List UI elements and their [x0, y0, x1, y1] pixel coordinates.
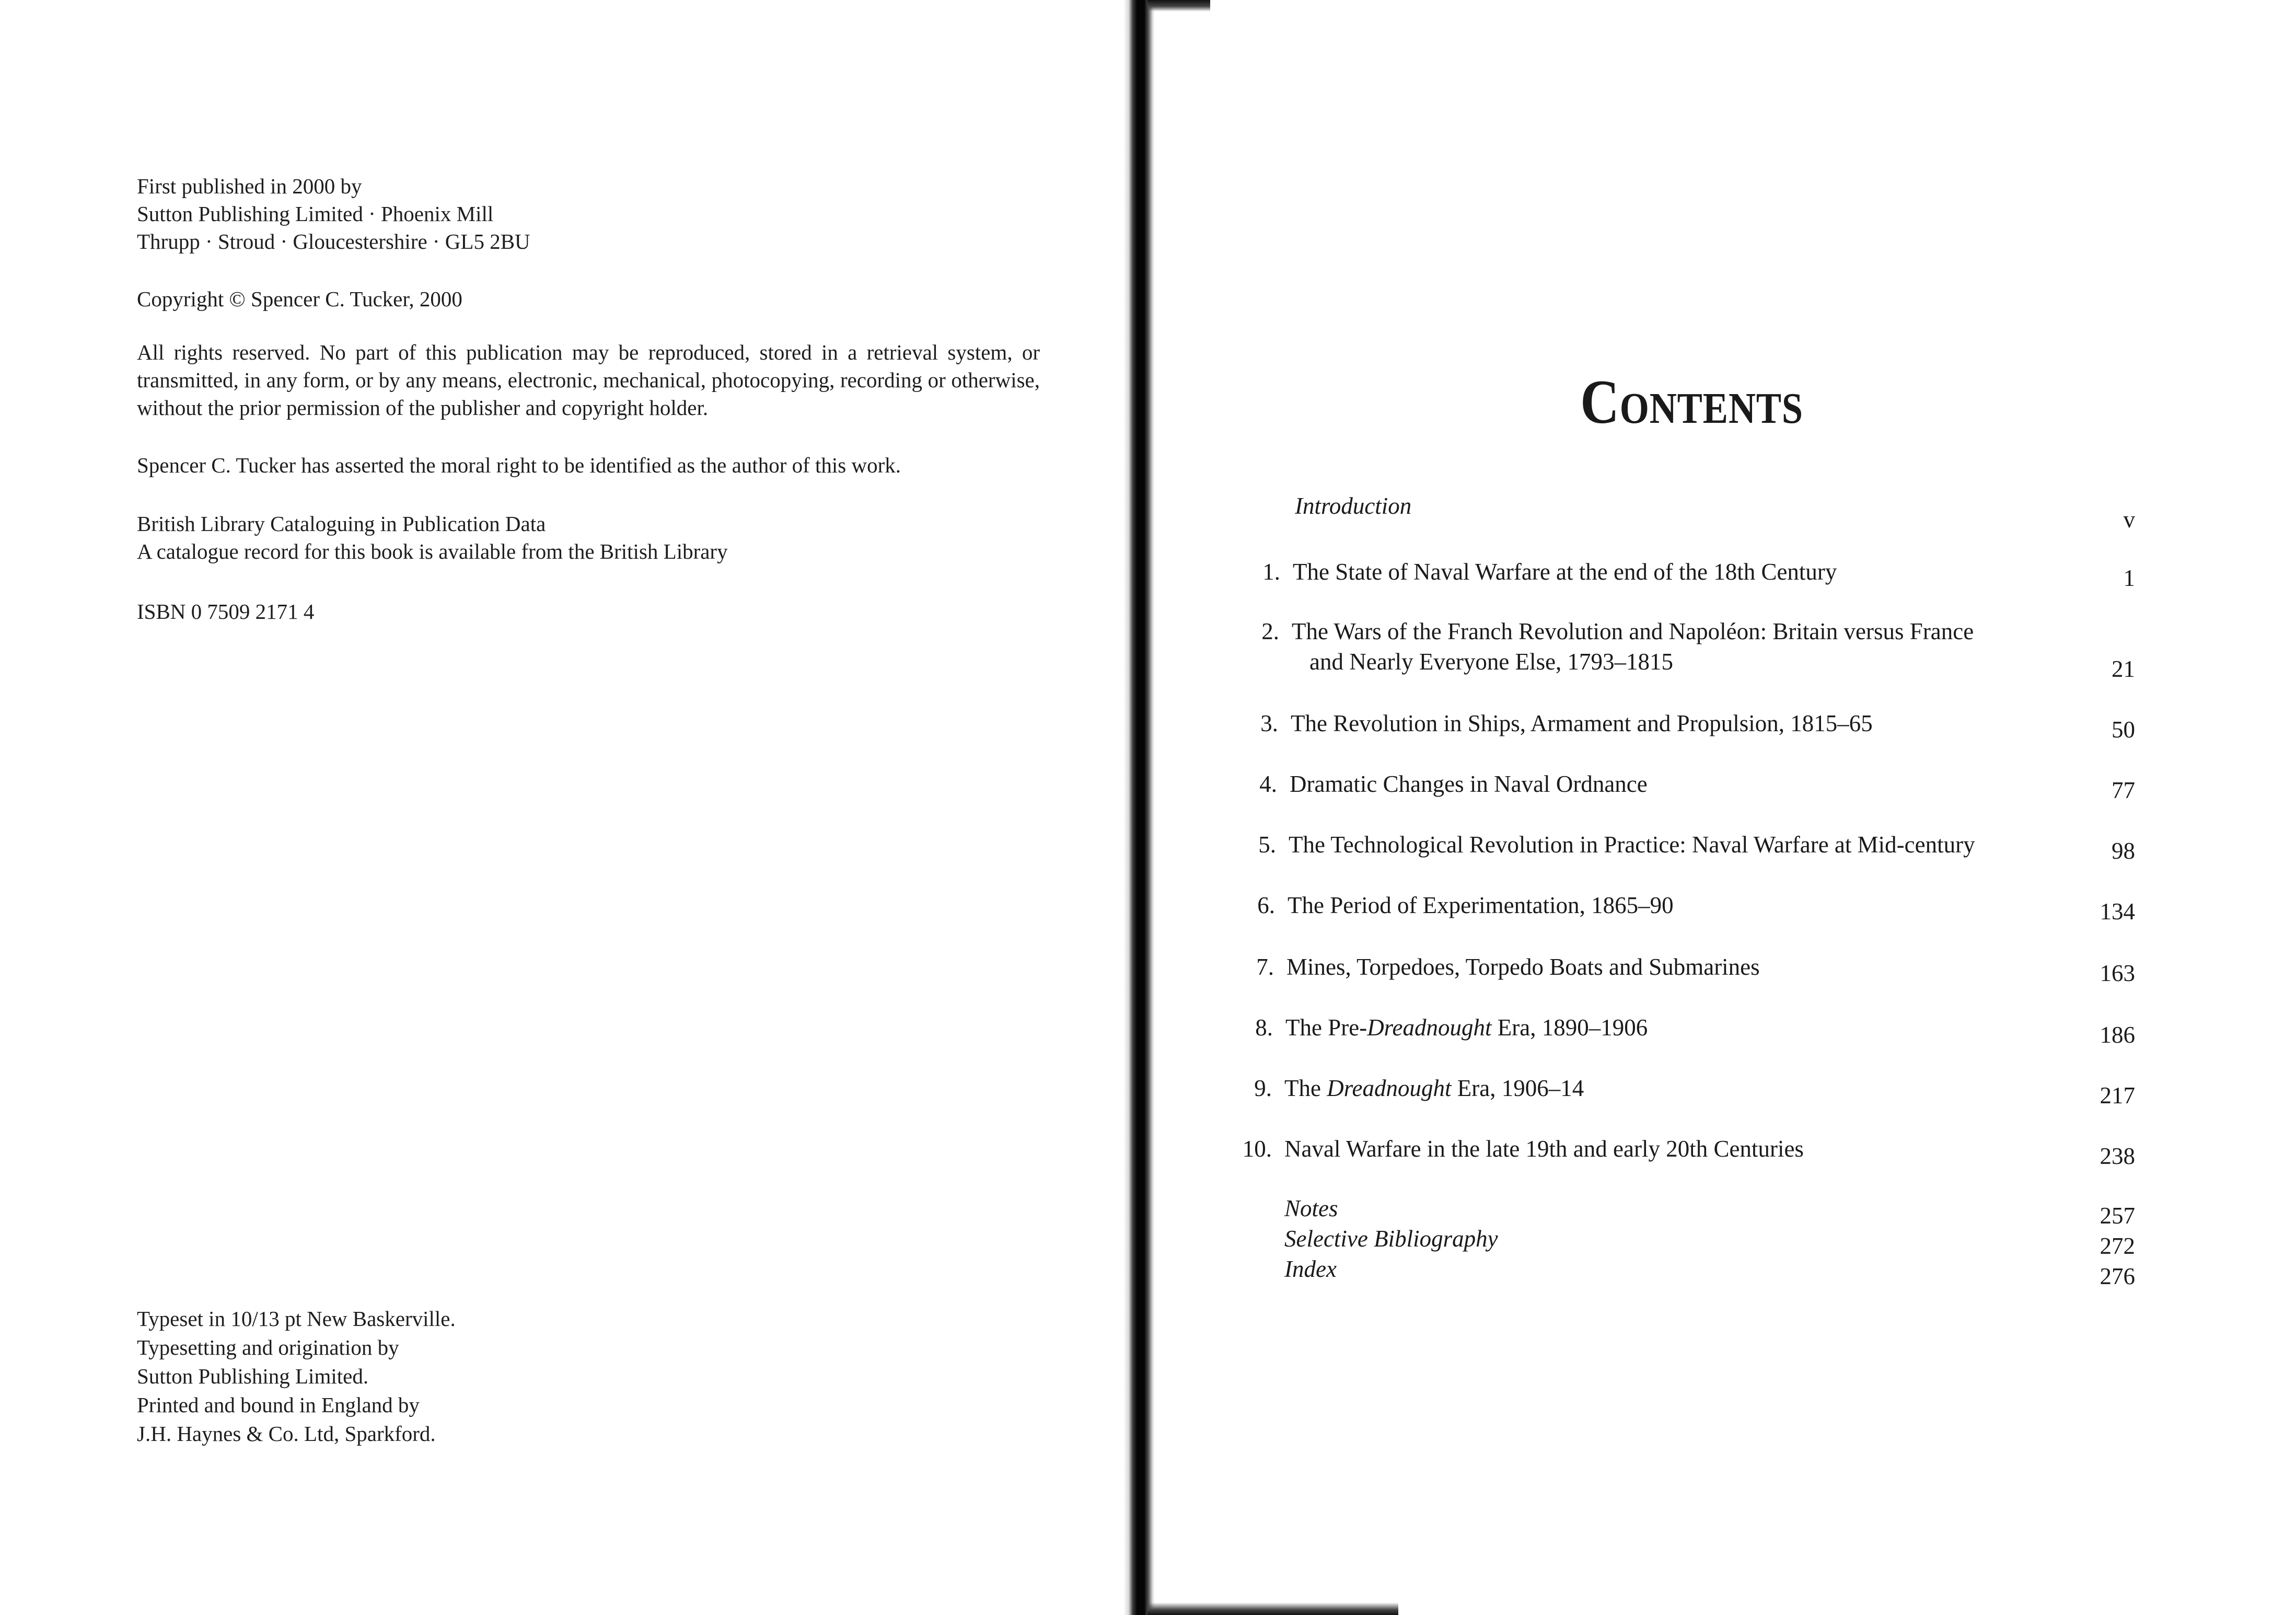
- toc-entry-chapter-2: [1261, 617, 1974, 646]
- toc-page-number: 163: [2100, 960, 2135, 986]
- toc-entry-chapter-7: [1256, 952, 1760, 982]
- toc-entry-label: Introduction: [1295, 493, 1412, 519]
- toc-entry-introduction: [1295, 491, 1411, 521]
- toc-chapter-title-prefix: The Pre-: [1285, 1014, 1367, 1041]
- cip-block: [137, 510, 728, 566]
- cip-line: British Library Cataloguing in Publication Data: [137, 512, 546, 536]
- toc-page-number: 238: [2100, 1143, 2135, 1169]
- toc-page-number: 186: [2100, 1022, 2135, 1048]
- toc-chapter-number: 5.: [1258, 832, 1276, 858]
- toc-page-number: 217: [2100, 1082, 2135, 1109]
- colophon-line: Typesetting and origination by: [137, 1335, 399, 1359]
- toc-entry-label: Selective Bibliography: [1284, 1226, 1498, 1252]
- publisher-line: First published in 2000 by: [137, 174, 362, 198]
- rights-text: All rights reserved. No part of this publication may be reproduced, stored in a retrieval system, or transmitted, in any form, or by any means, electronic, mechanical, photocopying, recording or otherwise, without the prior permission of the publisher and copyright holder.: [137, 340, 1040, 420]
- toc-chapter-title: The Technological Revolution in Practice: Naval Warfare at Mid-century: [1289, 832, 1975, 858]
- colophon-block: [137, 1305, 456, 1448]
- colophon-line: J.H. Haynes & Co. Ltd, Sparkford.: [137, 1422, 436, 1446]
- copyright-notice: [137, 285, 462, 313]
- toc-page-number: 50: [2112, 717, 2135, 743]
- toc-entry-label: Notes: [1284, 1195, 1338, 1221]
- toc-chapter-number: 6.: [1257, 892, 1275, 918]
- toc-page-number: 134: [2100, 898, 2135, 925]
- toc-chapter-number: 3.: [1260, 710, 1278, 736]
- toc-chapter-title: The Wars of the Franch Revolution and Napoléon: Britain versus France: [1292, 618, 1974, 644]
- toc-chapter-title-prefix: The: [1284, 1075, 1327, 1101]
- toc-entry-label: Index: [1284, 1256, 1337, 1282]
- isbn-text: ISBN 0 7509 2171 4: [137, 599, 315, 624]
- toc-chapter-title-italic: Dreadnought: [1327, 1075, 1452, 1101]
- rights-notice: [137, 339, 1040, 422]
- toc-chapter-title: The Period of Experimentation, 1865–90: [1288, 892, 1674, 918]
- toc-chapter-number: 9.: [1254, 1075, 1272, 1101]
- toc-chapter-title-suffix: Era, 1906–14: [1451, 1075, 1584, 1101]
- toc-entry-notes: [1284, 1194, 1338, 1223]
- toc-entry-chapter-9: [1254, 1074, 1584, 1103]
- gutter-shadow-bottom: [1147, 1602, 1398, 1615]
- toc-entry-chapter-6: [1257, 891, 1674, 920]
- publisher-block: [137, 172, 530, 256]
- toc-entry-index: [1284, 1254, 1337, 1284]
- toc-page-number: 21: [2112, 656, 2135, 682]
- toc-page-number: 77: [2112, 777, 2135, 803]
- toc-chapter-title-italic: Dreadnought: [1367, 1014, 1492, 1041]
- toc-chapter-number: 1.: [1262, 559, 1280, 585]
- moral-right-notice: [137, 452, 901, 479]
- book-gutter: [1123, 0, 1155, 1615]
- toc-chapter-title: Naval Warfare in the late 19th and early 20th Centuries: [1284, 1136, 1804, 1162]
- toc-chapter-title: Mines, Torpedoes, Torpedo Boats and Submarines: [1286, 954, 1760, 980]
- moral-right-text: Spencer C. Tucker has asserted the moral right to be identified as the author of this work.: [137, 453, 901, 477]
- toc-page-number: v: [2123, 506, 2135, 533]
- colophon-line: Sutton Publishing Limited.: [137, 1364, 369, 1388]
- toc-entry-chapter-2-continued: [1309, 647, 1673, 676]
- toc-chapter-title: Dramatic Changes in Naval Ordnance: [1290, 771, 1648, 797]
- toc-page-number: 276: [2100, 1263, 2135, 1289]
- colophon-line: Typeset in 10/13 pt New Baskerville.: [137, 1307, 456, 1331]
- toc-entry-chapter-1: [1262, 557, 1837, 586]
- toc-entry-chapter-4: [1259, 769, 1648, 799]
- isbn: [137, 598, 314, 626]
- publisher-line: Sutton Publishing Limited · Phoenix Mill: [137, 202, 494, 226]
- toc-entry-chapter-5: [1258, 830, 1975, 859]
- toc-page-number: 98: [2112, 838, 2135, 864]
- copyright-text: Copyright © Spencer C. Tucker, 2000: [137, 287, 462, 311]
- toc-chapter-number: 2.: [1261, 618, 1279, 644]
- toc-entry-chapter-10: [1242, 1134, 1804, 1163]
- toc-chapter-number: 8.: [1255, 1014, 1273, 1041]
- toc-page-number: 257: [2100, 1203, 2135, 1229]
- toc-entry-chapter-8: [1255, 1013, 1648, 1042]
- gutter-shadow-top: [1147, 0, 1210, 11]
- toc-chapter-number: 7.: [1256, 954, 1274, 980]
- toc-page-number: 1: [2123, 565, 2135, 591]
- cip-line: A catalogue record for this book is available from the British Library: [137, 539, 728, 563]
- right-page-contents: [1144, 0, 2296, 1615]
- toc-chapter-number: 10.: [1242, 1136, 1272, 1162]
- toc-chapter-title: The Revolution in Ships, Armament and Propulsion, 1815–65: [1291, 710, 1873, 736]
- colophon-line: Printed and bound in England by: [137, 1393, 420, 1417]
- toc-entry-bibliography: [1284, 1224, 1498, 1253]
- publisher-line: Thrupp · Stroud · Gloucestershire · GL5 2BU: [137, 229, 530, 253]
- toc-chapter-title-continued: and Nearly Everyone Else, 1793–1815: [1309, 649, 1674, 675]
- toc-chapter-title: The State of Naval Warfare at the end of the 18th Century: [1293, 559, 1837, 585]
- toc-entry-chapter-3: [1260, 709, 1873, 738]
- toc-chapter-number: 4.: [1259, 771, 1277, 797]
- toc-chapter-title-suffix: Era, 1890–1906: [1491, 1014, 1648, 1041]
- contents-title: Contents: [1580, 367, 1803, 436]
- toc-page-number: 272: [2100, 1233, 2135, 1259]
